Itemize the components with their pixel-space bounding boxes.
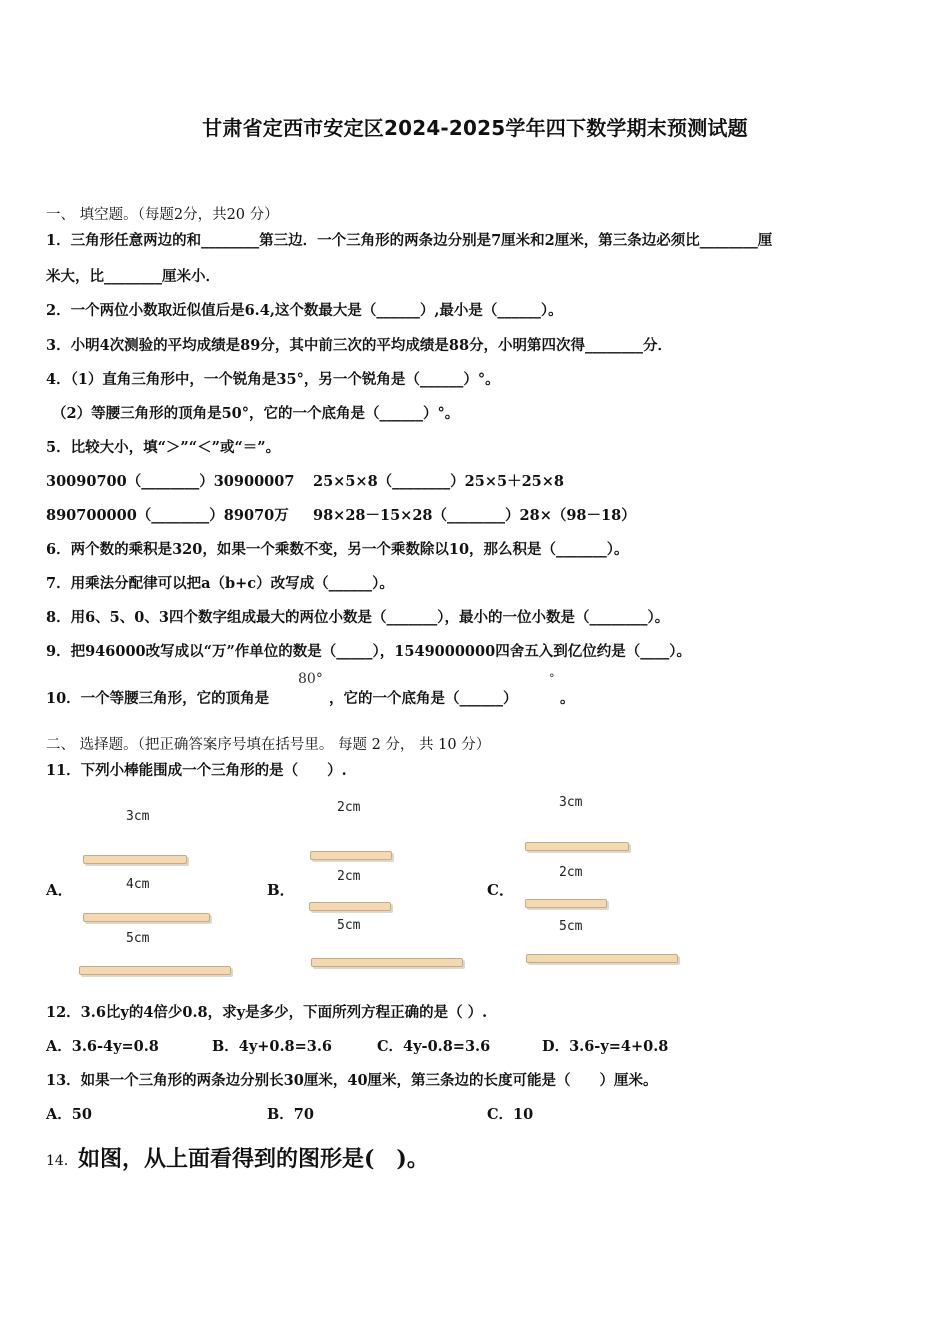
question-1-line2: 米大，比________厘米小． <box>46 268 220 285</box>
question-6: 6．两个数的乘积是320，如果一个乘数不变，另一个乘数除以10，那么积是（_______）。 <box>46 541 629 558</box>
stick <box>525 899 607 908</box>
question-11: 11．下列小棒能围成一个三角形的是（ ）. <box>46 762 347 779</box>
option-b-label[interactable]: B． <box>267 881 295 899</box>
option-c-label[interactable]: C． <box>487 881 514 899</box>
question-10-start: 10．一个等腰三角形，它的顶角是 <box>46 690 270 707</box>
option-c[interactable]: C．4y-0.8=3.6 <box>377 1038 491 1055</box>
question-4-part1: 4．（1）直角三角形中，一个锐角是35°，另一个锐角是（______）°。 <box>46 371 500 388</box>
section2-heading: 二、 选择题。（把正确答案序号填在括号里。 每题 2 分， 共 10 分） <box>46 737 491 753</box>
question-7: 7．用乘法分配律可以把a（b+c）改写成（______）。 <box>46 575 394 592</box>
stick <box>311 958 463 967</box>
question-13: 13．如果一个三角形的两条边分别长30厘米，40厘米，第三条边的长度可能是（ ）厘米。 <box>46 1072 658 1089</box>
option-b[interactable]: B．70 <box>267 1106 314 1123</box>
section1-heading: 一、 填空题。（每题2分，共20 分） <box>46 207 279 223</box>
degree-symbol: ° <box>549 672 555 685</box>
stick-length-label: 5cm <box>559 919 583 934</box>
option-a[interactable]: A．3.6-4y=0.8 <box>46 1038 159 1055</box>
stick-length-label: 5cm <box>337 918 361 933</box>
option-c[interactable]: C．10 <box>487 1106 534 1123</box>
question-4-part2: （2）等腰三角形的顶角是50°，它的一个底角是（______）°。 <box>52 405 460 422</box>
stick-length-label: 2cm <box>559 865 583 880</box>
stick <box>83 913 210 922</box>
question-12: 12．3.6比y的4倍少0.8，求y是多少，下面所列方程正确的是（ ）. <box>46 1004 488 1021</box>
question-5-compare-3: 890700000（________）89070万 <box>46 507 289 524</box>
stick <box>525 842 629 851</box>
question-14: 如图，从上面看得到的图形是( )。 <box>78 1146 429 1172</box>
question-9: 9．把946000改写成以“万”作单位的数是（_____），1549000000四舍五入到亿位约是（____）。 <box>46 643 691 660</box>
question-3: 3．小明4次测验的平均成绩是89分，其中前三次的平均成绩是88分，小明第四次得________分． <box>46 337 673 354</box>
question-2: 2．一个两位小数取近似值后是6.4,这个数最大是（______）,最小是（______）。 <box>46 302 563 319</box>
stick-length-label: 3cm <box>126 809 150 824</box>
question-5: 5．比较大小，填“＞”“＜”或“＝”。 <box>46 439 281 456</box>
stick-length-label: 2cm <box>337 869 361 884</box>
stick-length-label: 3cm <box>559 795 583 810</box>
stick <box>79 966 231 975</box>
question-8: 8．用6、5、0、3四个数字组成最大的两位小数是（_______），最小的一位小数是（________）。 <box>46 609 670 626</box>
page-title: 甘肃省定西市安定区2024-2025学年四下数学期末预测试题 <box>202 116 748 140</box>
question-5-compare-2: 25×5×8（________）25×5＋25×8 <box>313 473 564 490</box>
stick <box>83 855 187 864</box>
question-5-compare-4: 98×28－15×28（________）28×（98－18） <box>313 507 636 524</box>
stick <box>309 902 391 911</box>
option-b[interactable]: B．4y+0.8=3.6 <box>212 1038 333 1055</box>
option-a-label[interactable]: A． <box>46 881 73 899</box>
question-14-number: 14． <box>46 1153 78 1169</box>
stick-length-label: 4cm <box>126 877 150 892</box>
question-10-end: 。 <box>560 690 575 707</box>
question-10-angle: 80° <box>298 671 323 687</box>
question-5-compare-1: 30090700（________）30900007 <box>46 473 295 490</box>
stick-length-label: 2cm <box>337 800 361 815</box>
question-1-line1: 1．三角形任意两边的和________第三边．一个三角形的两条边分别是7厘米和2厘米，第三条边必须比________厘 <box>46 232 773 249</box>
option-d[interactable]: D．3.6-y=4+0.8 <box>542 1038 669 1055</box>
stick <box>310 851 392 860</box>
option-a[interactable]: A．50 <box>46 1106 92 1123</box>
stick-length-label: 5cm <box>126 931 150 946</box>
stick <box>526 954 678 963</box>
question-10-middle: ，它的一个底角是（______） <box>329 690 518 707</box>
